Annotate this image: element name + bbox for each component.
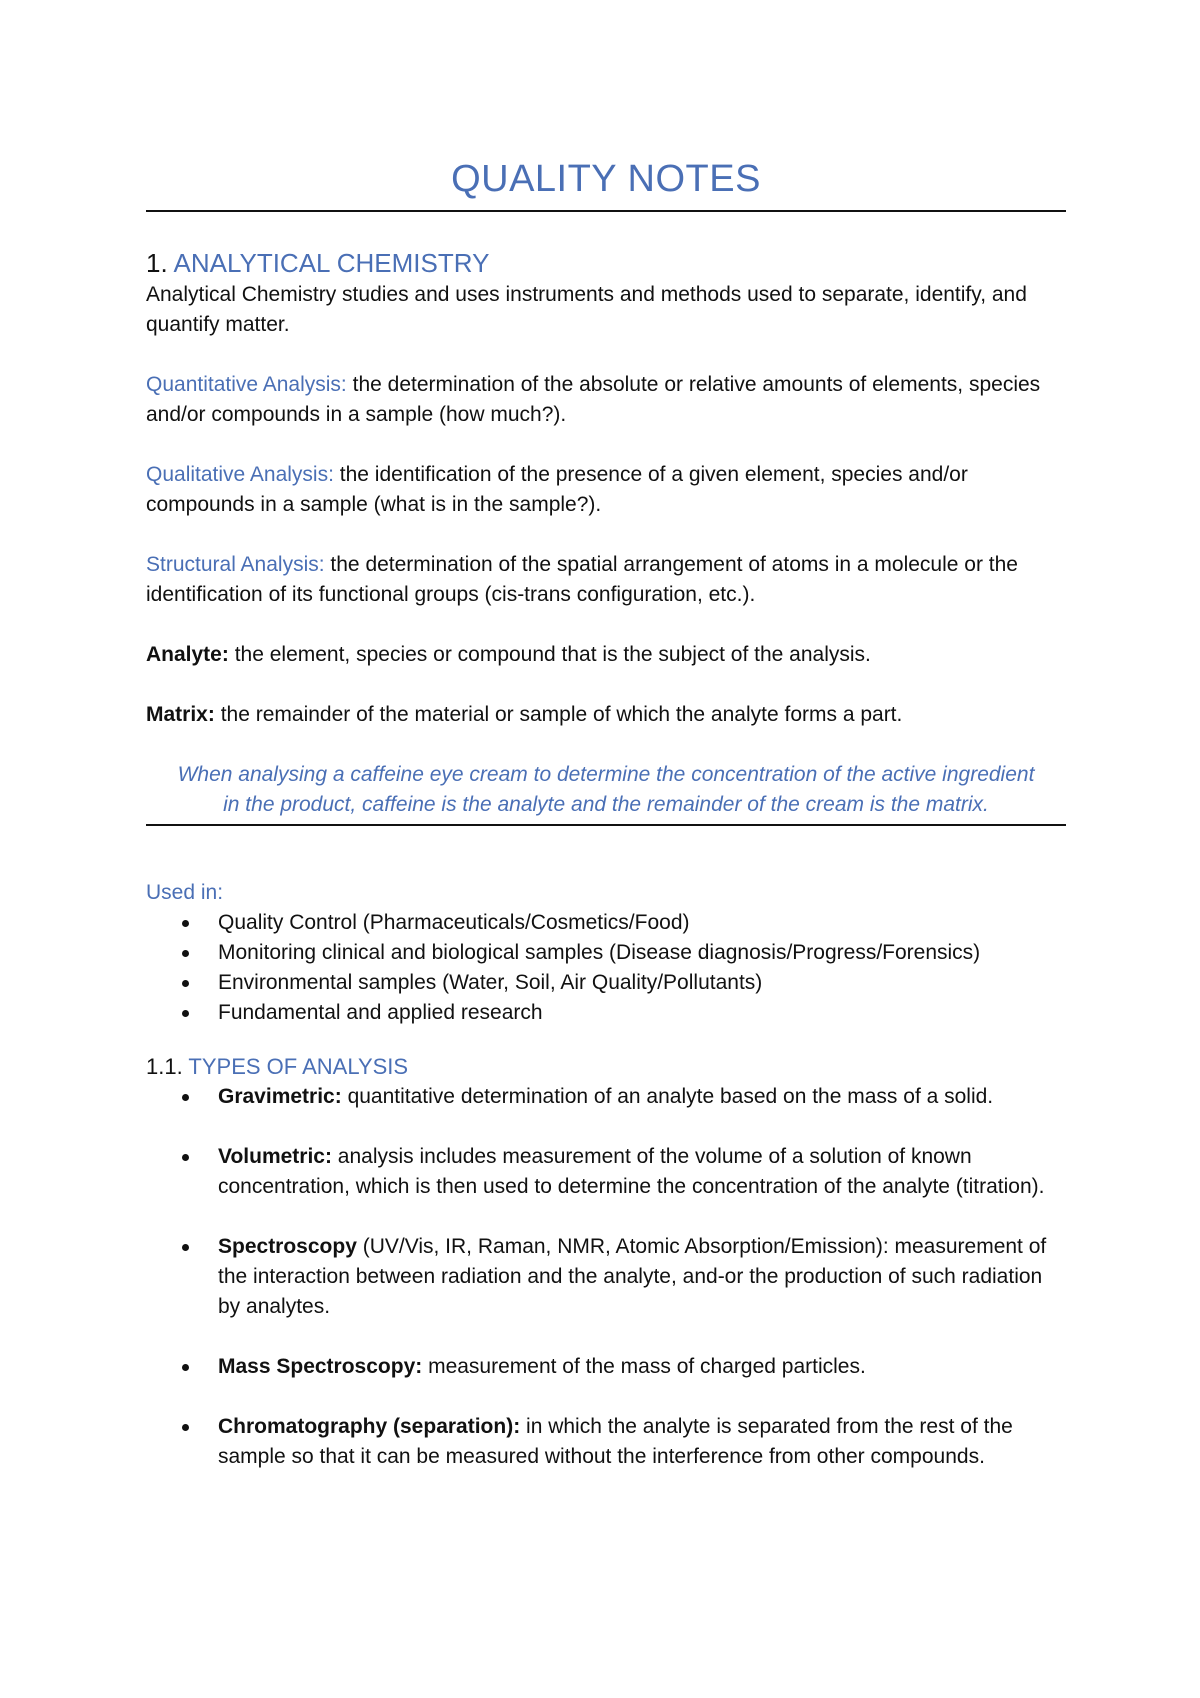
example-divider [146, 824, 1066, 826]
item-text: in which the analyte is separated from the rest of the sample so that it can be measured without the interference from other compounds. [218, 1415, 1013, 1468]
bullet-icon [182, 1244, 189, 1251]
bullet-icon [182, 1364, 189, 1371]
definition-quantitative [146, 370, 1066, 430]
title-divider [146, 210, 1066, 212]
definition-term: Structural Analysis: [146, 553, 325, 576]
list-item-text: Quality Control (Pharmaceuticals/Cosmetics/Food) [218, 911, 690, 934]
item-text: (UV/Vis, IR, Raman, NMR, Atomic Absorption/Emission): measurement of the interaction between radiation and the analyte, and-or the production of such radiation by analytes. [218, 1235, 1047, 1318]
definition-term: Quantitative Analysis: [146, 373, 347, 396]
section-1-1-title: TYPES OF ANALYSIS [188, 1054, 409, 1079]
bullet-icon [182, 920, 189, 927]
example-line-2: in the product, caffeine is the analyte and the remainder of the cream is the matrix. [223, 793, 989, 816]
document-page [146, 140, 1066, 1472]
list-item-text: Environmental samples (Water, Soil, Air Quality/Pollutants) [218, 971, 763, 994]
list-item [146, 1232, 1066, 1322]
definition-text: the remainder of the material or sample of which the analyte forms a part. [214, 703, 903, 726]
list-item [146, 1082, 1066, 1112]
item-term: Spectroscopy [218, 1235, 357, 1258]
bullet-icon [182, 1424, 189, 1431]
item-term: Volumetric: [218, 1145, 332, 1168]
bullet-icon [182, 980, 189, 987]
page-title: QUALITY NOTES [451, 158, 761, 200]
bullet-icon [182, 1094, 189, 1101]
definition-term: Qualitative Analysis: [146, 463, 334, 486]
used-in-label: Used in: [146, 881, 224, 904]
section-1-number: 1. [146, 248, 168, 278]
definition-matrix [146, 700, 1066, 730]
example-note [146, 760, 1066, 820]
bullet-icon [182, 950, 189, 957]
list-item [146, 1412, 1066, 1472]
list-item-text: Monitoring clinical and biological samples (Disease diagnosis/Progress/Forensics) [218, 941, 981, 964]
item-text: analysis includes measurement of the volume of a solution of known concentration, which is then used to determine the concentration of the analyte (titration). [218, 1145, 1045, 1198]
item-term: Gravimetric: [218, 1085, 342, 1108]
section-1-intro: Analytical Chemistry studies and uses instruments and methods used to separate, identify, and quantify matter. [146, 283, 1027, 336]
section-1-1-heading [146, 1052, 1066, 1082]
definition-structural [146, 550, 1066, 610]
item-term: Mass Spectroscopy: [218, 1355, 423, 1378]
section-1-heading [146, 246, 1066, 280]
list-item [146, 998, 1066, 1028]
bullet-icon [182, 1010, 189, 1017]
section-1-title: ANALYTICAL CHEMISTRY [173, 248, 490, 278]
list-item [146, 968, 1066, 998]
definition-text: the element, species or compound that is the subject of the analysis. [228, 643, 871, 666]
example-line-1: When analysing a caffeine eye cream to determine the concentration of the active ingredient [177, 763, 1035, 786]
section-1-1-number: 1.1. [146, 1054, 183, 1079]
definition-qualitative [146, 460, 1066, 520]
used-in-list [146, 908, 1066, 1028]
list-item [146, 1352, 1066, 1382]
definition-text: the determination of the spatial arrangement of atoms in a molecule or the identification of its functional groups (cis-trans configuration, etc.). [146, 553, 1018, 606]
definition-analyte [146, 640, 1066, 670]
definition-text: the identification of the presence of a given element, species and/or compounds in a sample (what is in the sample?). [146, 463, 968, 516]
list-item [146, 938, 1066, 968]
item-text: quantitative determination of an analyte based on the mass of a solid. [341, 1085, 994, 1108]
definition-term: Matrix: [146, 703, 215, 726]
definition-term: Analyte: [146, 643, 229, 666]
bullet-icon [182, 1154, 189, 1161]
definition-text: the determination of the absolute or relative amounts of elements, species and/or compounds in a sample (how much?). [146, 373, 1041, 426]
list-item [146, 1142, 1066, 1202]
analysis-types-list [146, 1082, 1066, 1472]
item-term: Chromatography (separation): [218, 1415, 521, 1438]
item-text: measurement of the mass of charged particles. [422, 1355, 866, 1378]
list-item-text: Fundamental and applied research [218, 1001, 543, 1024]
list-item [146, 908, 1066, 938]
